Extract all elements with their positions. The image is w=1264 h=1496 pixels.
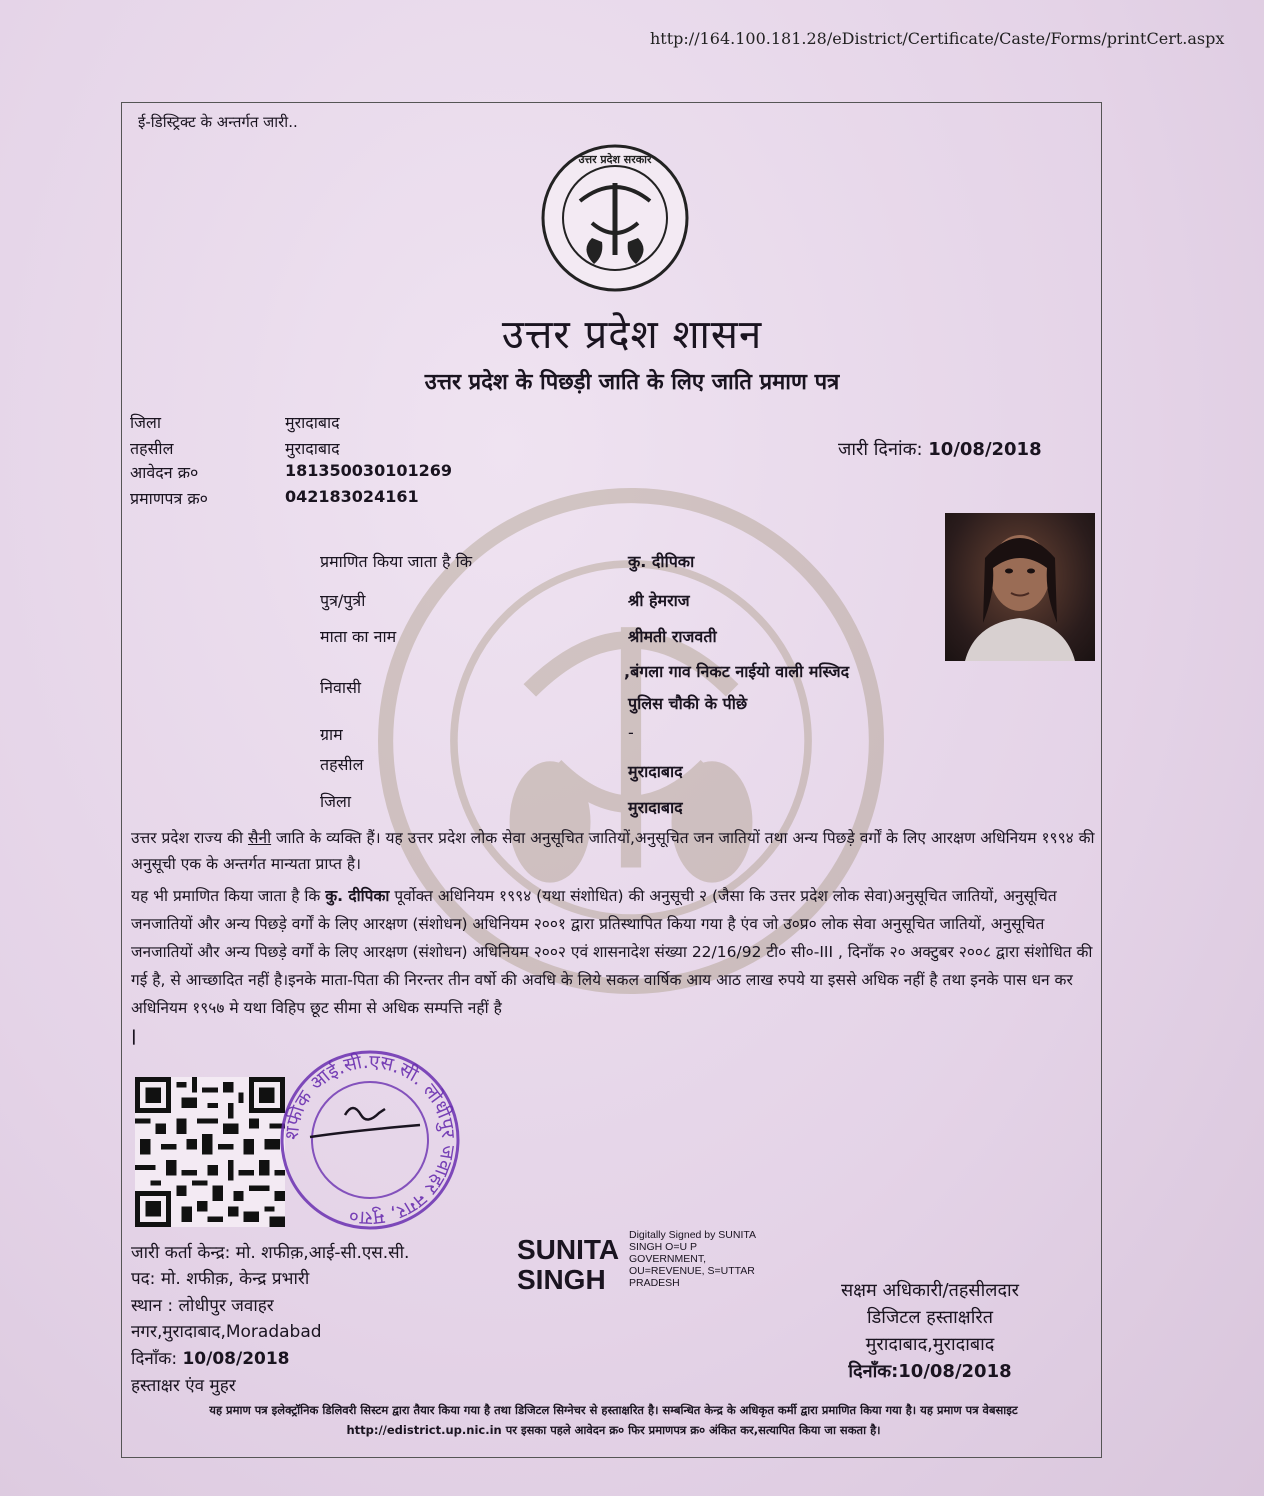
issue-date <box>838 437 1042 461</box>
caste-statement-paragraph: उत्तर प्रदेश राज्य की सैनी जाति के व्यक्ति हैं। यह उत्तर प्रदेश लोक सेवा अनुसूचित जातियों,अनुसूचित जन जातियों तथा अन्य पिछड़े वर्गों के लिए आरक्षण अधिनियम १९९४ की अनुसूची एक के अन्तर्गत मान्यता प्राप्त है। <box>131 829 1095 873</box>
person-district-value: मुरादाबाद <box>628 798 683 817</box>
person-name: कु. दीपिका <box>628 552 695 571</box>
center-rubber-stamp <box>270 1045 470 1235</box>
issuer-date <box>131 1346 290 1369</box>
address-line2: पुलिस चौकी के पीछे <box>628 694 748 713</box>
up-government-emblem-icon <box>540 143 690 293</box>
issuer-date-value: 10/08/2018 <box>182 1349 290 1369</box>
father-name: श्री हेमराज <box>628 591 690 610</box>
resident-label: निवासी <box>320 678 362 697</box>
issued-under-text: ई-डिस्ट्रिक्ट के अन्तर्गत जारी.. <box>138 113 298 131</box>
certificate-number: 042183024161 <box>285 487 419 506</box>
caste-name: सैनी <box>247 829 272 847</box>
signer-name-line1: SUNITA <box>517 1234 620 1265</box>
issue-date-value: 10/08/2018 <box>928 439 1042 460</box>
child-of-label: पुत्र/पुत्री <box>320 591 366 610</box>
person-name-inline: कु. दीपिका <box>325 887 390 905</box>
district-label: जिला <box>130 413 162 432</box>
signature-detail: Digitally Signed by SUNITA SINGH O=U P GOVERNMENT, OU=REVENUE, S=UTTAR PRADESH <box>629 1229 756 1289</box>
print-url: http://164.100.181.28/eDistrict/Certificate/Caste/Forms/printCert.aspx <box>650 29 1225 48</box>
issuer-designation: पद: मो. शफीक़, केन्द्र प्रभारी <box>131 1269 310 1289</box>
footer-note: यह प्रमाण पत्र इलेक्ट्रॉनिक डिलिवरी सिस्टम द्वारा तैयार किया गया है तथा डिजिटल सिग्नेचर से हस्ताक्षरित है। सम्बन्धित केन्द्र के अधिकृत कर्मी द्वारा प्रमाणित किया गया है। यह प्रमाण पत्र वेबसाइट http://edistrict.up.nic.in पर इसका पहले आवेदन क्र० फिर प्रमाणपत्र क्र० अंकित कर,सत्यापित किया जा सकता है। <box>209 1403 1018 1437</box>
stamp-text: शफीक आई.सी.एस.सी. लोधीपुर जवाहर नगर, मुरा० <box>280 1050 460 1230</box>
certified-label: प्रमाणित किया जाता है कि <box>320 552 473 571</box>
emblem-text: उत्तर प्रदेश सरकार <box>578 153 652 166</box>
government-title: उत्तर प्रदेश शासन <box>501 312 763 358</box>
issuer-center: जारी कर्ता केन्द्र: मो. शफीक़,आई-सी.एस.सी. <box>131 1243 410 1263</box>
tehsil-value: मुरादाबाद <box>285 439 340 458</box>
mother-label: माता का नाम <box>320 627 397 646</box>
issuer-date-label: दिनाँक: <box>131 1349 178 1369</box>
application-label: आवेदन क्र० <box>130 463 199 482</box>
issuer-place: स्थान : लोधीपुर जवाहर <box>131 1296 274 1316</box>
officer-designation: सक्षम अधिकारी/तहसीलदार <box>840 1280 1020 1301</box>
issuer-signature-label: हस्ताक्षर एंव मुहर <box>131 1376 236 1396</box>
issuer-place-cont: नगर,मुरादाबाद,Moradabad <box>131 1322 322 1342</box>
signer-name-line2: SINGH <box>517 1264 606 1295</box>
applicant-photo <box>945 513 1095 661</box>
officer-date: दिनाँक:10/08/2018 <box>848 1361 1012 1382</box>
person-tehsil-label: तहसील <box>320 755 364 774</box>
person-tehsil-value: मुरादाबाद <box>628 762 683 781</box>
qr-code <box>135 1077 285 1227</box>
village-label: ग्राम <box>320 725 343 744</box>
officer-digitally-signed: डिजिटल हस्ताक्षरित <box>867 1307 993 1328</box>
certificate-label: प्रमाणपत्र क्र० <box>130 489 208 508</box>
issue-date-label: जारी दिनांक: <box>838 439 923 460</box>
district-value: मुरादाबाद <box>285 413 340 432</box>
village-value: - <box>628 723 634 742</box>
address-line1: ,बंगला गाव निकट नाईयो वाली मस्जिद <box>624 662 850 681</box>
person-district-label: जिला <box>320 792 352 811</box>
tehsil-label: तहसील <box>130 439 174 458</box>
exclusion-statement-paragraph: यह भी प्रमाणित किया जाता है कि कु. दीपिका पूर्वोक्त अधिनियम १९९४ (यथा संशोधित) की अनुसूची २ (जैसा कि उत्तर प्रदेश लोक सेवा)अनुसूचित जातियों, अनुसूचित जनजातियों और अन्य पिछड़े वर्गों के लिए आरक्षण (संशोधन) अधिनियम २००१ द्वारा प्रतिस्थापित किया गया है एंव जो उ०प्र० लोक सेवा अनुसूचित जातियों, अनुसूचित जनजातियों और अन्य पिछड़े वर्गों के लिए आरक्षण (संशोधन) अधिनियम २००२ एवं शासनादेश संख्या 22/16/92 टी० सी०-III , दिनाँक २० अक्टुबर २००८ द्वारा संशोधित की गई है, से आच्छादित नहीं है।इनके माता-पिता की निरन्तर तीन वर्षो की अवधि के लिये सकल वार्षिक आय आठ लाख रुपये या इससे अधिक नहीं है तथा इनके पास धन कर अधिनियम १९५७ मे यथा विहिप छूट सीमा से अधिक सम्पत्ति नहीं है | <box>131 887 1093 1045</box>
digital-signature <box>517 1229 756 1295</box>
mother-name: श्रीमती राजवती <box>628 627 717 646</box>
officer-location: मुरादाबाद,मुरादाबाद <box>865 1334 995 1355</box>
application-number: 181350030101269 <box>285 461 452 480</box>
certificate-title: उत्तर प्रदेश के पिछड़ी जाति के लिए जाति प्रमाण पत्र <box>424 370 840 395</box>
